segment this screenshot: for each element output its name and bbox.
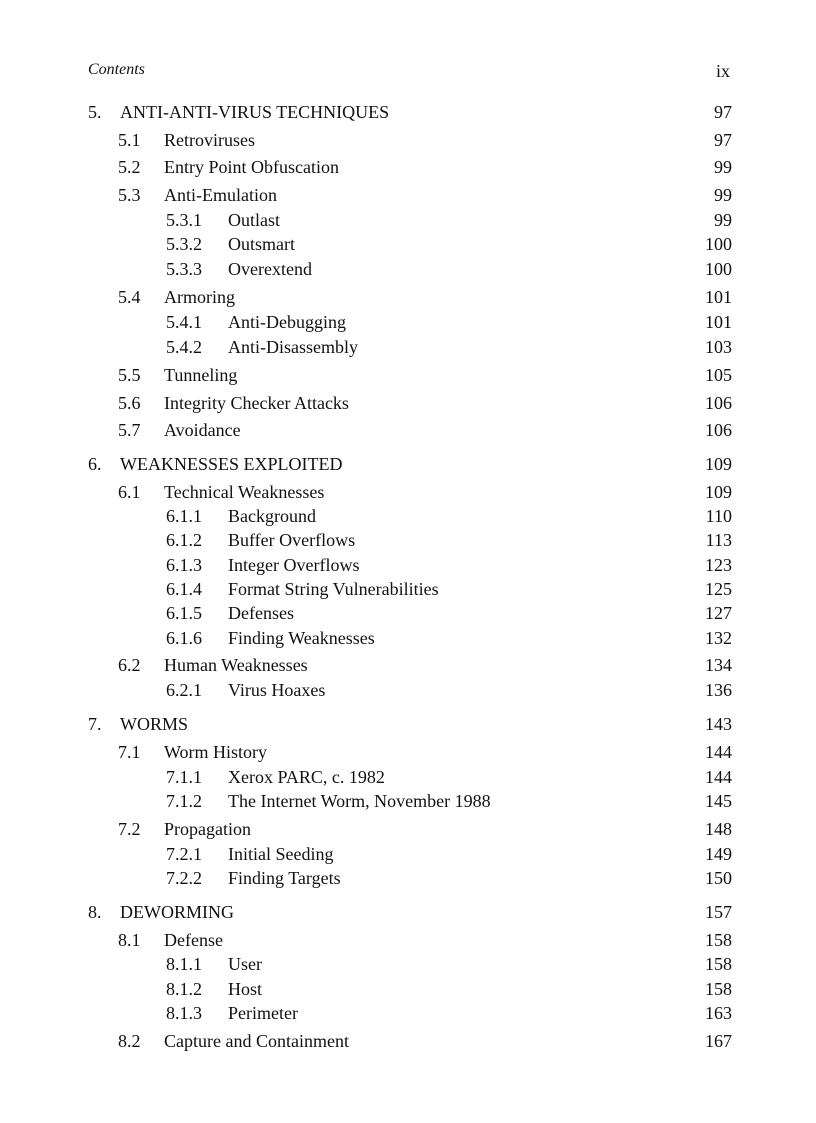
toc-entry-sub: [0, 952, 816, 976]
toc-entry-sub: [0, 977, 816, 1001]
toc-entry-page: 143: [705, 714, 732, 734]
toc-entry-title: Overextend: [228, 259, 312, 279]
toc-entry-number: 5.2: [118, 157, 141, 177]
toc-entry-title: Anti-Debugging: [228, 312, 346, 332]
toc-entry-page: 158: [705, 930, 732, 950]
toc-entry-sub: [0, 257, 816, 281]
toc-entry-number: 7.1.1: [166, 767, 202, 787]
toc-entry-page: 113: [705, 530, 732, 550]
toc-entry-number: 5.3.2: [166, 234, 202, 254]
toc-entry-page: 144: [705, 767, 732, 787]
toc-entry-number: 6.1: [118, 482, 141, 502]
toc-entry-sub: [0, 1001, 816, 1025]
toc-entry-page: 99: [714, 157, 732, 177]
toc-entry-title: Worm History: [164, 742, 268, 762]
toc-entry-title: Format String Vulnerabilities: [228, 579, 439, 599]
toc-entry-page: 150: [705, 868, 732, 888]
toc-entry-sub: [0, 528, 816, 552]
toc-entry-sec: [0, 740, 816, 764]
toc-entry-number: 5.7: [118, 420, 141, 440]
toc-entry-sub: [0, 626, 816, 650]
toc-entry-title: DEWORMING: [120, 902, 234, 922]
toc-entry-title: Perimeter: [228, 1003, 298, 1023]
toc-entry-sec: [0, 1029, 816, 1053]
toc-entry-sub: [0, 310, 816, 334]
toc-entry-title: Integrity Checker Attacks: [164, 393, 349, 413]
toc-entry-title: WEAKNESSES EXPLOITED: [120, 454, 343, 474]
toc-entry-sub: [0, 842, 816, 866]
toc-entry-page: 103: [705, 337, 732, 357]
toc-entry-title: Buffer Overflows: [228, 530, 356, 550]
toc-entry-number: 8.1: [118, 930, 141, 950]
toc-entry-sec: [0, 480, 816, 504]
toc-entry-number: 8.1.3: [166, 1003, 202, 1023]
toc-entry-page: 145: [705, 791, 732, 811]
toc-entry-number: 8.1.2: [166, 979, 202, 999]
toc-entry-sec: [0, 183, 816, 207]
toc-entry-title: Propagation: [164, 819, 251, 839]
toc-entry-page: 158: [705, 954, 732, 974]
toc-entry-number: 6.1.2: [166, 530, 202, 550]
toc-entry-title: WORMS: [120, 714, 189, 734]
toc-entry-title: Anti-Disassembly: [228, 337, 358, 357]
toc-entry-sec: [0, 817, 816, 841]
toc-entry-title: User: [228, 954, 262, 974]
toc-entry-title: Tunneling: [164, 365, 238, 385]
toc-entry-page: 132: [705, 628, 732, 648]
toc-entry-number: 5.4.2: [166, 337, 202, 357]
toc-entry-page: 167: [705, 1031, 732, 1051]
toc-entry-page: 100: [705, 259, 732, 279]
toc-entry-page: 106: [705, 393, 732, 413]
toc-entry-title: Xerox PARC, c. 1982: [228, 767, 385, 787]
toc-entry-number: 5.4.1: [166, 312, 202, 332]
toc-entry-number: 5.3.1: [166, 210, 202, 230]
toc-entry-title: Finding Weaknesses: [228, 628, 375, 648]
toc-entry-sub: [0, 553, 816, 577]
toc-entry-number: 6.1.3: [166, 555, 202, 575]
toc-entry-page: 136: [705, 680, 732, 700]
toc-entry-title: Anti-Emulation: [164, 185, 277, 205]
toc-entry-page: 106: [705, 420, 732, 440]
toc-entry-sub: [0, 789, 816, 813]
toc-entry-number: 6.2: [118, 655, 141, 675]
toc-entry-number: 6.: [88, 454, 102, 474]
toc-entry-title: Background: [228, 506, 316, 526]
toc-entry-page: 148: [705, 819, 732, 839]
toc-entry-sub: [0, 335, 816, 359]
toc-entry-sec: [0, 391, 816, 415]
toc-entry-chap: [0, 900, 816, 924]
toc-entry-number: 5.: [88, 102, 102, 122]
toc-entry-number: 5.1: [118, 130, 141, 150]
toc-entry-page: 144: [705, 742, 732, 762]
toc-entry-sub: [0, 866, 816, 890]
toc-entry-page: 109: [705, 454, 732, 474]
toc-entry-title: Initial Seeding: [228, 844, 334, 864]
header-page-number: ix: [715, 61, 730, 81]
toc-entry-page: 97: [714, 102, 732, 122]
toc-entry-chap: [0, 100, 816, 124]
toc-entry-title: Human Weaknesses: [164, 655, 308, 675]
toc-entry-title: Finding Targets: [228, 868, 341, 888]
toc-entry-number: 8.1.1: [166, 954, 202, 974]
toc-entry-page: 105: [705, 365, 732, 385]
toc-entry-number: 7.2.1: [166, 844, 202, 864]
toc-entry-number: 6.1.5: [166, 603, 202, 623]
toc-entry-sec: [0, 128, 816, 152]
toc-entry-title: Host: [228, 979, 263, 999]
toc-entry-page: 97: [714, 130, 732, 150]
toc-entry-title: The Internet Worm, November 1988: [228, 791, 491, 811]
toc-entry-sec: [0, 285, 816, 309]
toc-entry-chap: [0, 712, 816, 736]
toc-entry-sec: [0, 928, 816, 952]
toc-entry-number: 6.2.1: [166, 680, 202, 700]
toc-entry-sec: [0, 653, 816, 677]
toc-entry-title: Technical Weaknesses: [164, 482, 325, 502]
toc-entry-title: Defenses: [228, 603, 294, 623]
toc-entry-title: Defense: [164, 930, 223, 950]
toc-entry-page: 149: [705, 844, 732, 864]
toc-entry-title: Integer Overflows: [228, 555, 360, 575]
toc-entry-title: Outlast: [228, 210, 280, 230]
toc-entry-page: 101: [705, 312, 732, 332]
toc-entry-sub: [0, 765, 816, 789]
toc-entry-title: Virus Hoaxes: [228, 680, 326, 700]
toc-entry-page: 134: [705, 655, 732, 675]
toc-entry-sec: [0, 418, 816, 442]
toc-entry-page: 110: [705, 506, 732, 526]
toc-entry-sub: [0, 577, 816, 601]
toc-entry-number: 7.: [88, 714, 102, 734]
toc-entry-page: 163: [705, 1003, 732, 1023]
toc-entry-title: Capture and Containment: [164, 1031, 349, 1051]
toc-entry-number: 5.6: [118, 393, 141, 413]
toc-entry-title: Armoring: [164, 287, 235, 307]
toc-entry-number: 8.2: [118, 1031, 141, 1051]
toc-entry-number: 5.4: [118, 287, 141, 307]
toc-entry-page: 99: [714, 185, 732, 205]
toc-entry-page: 101: [705, 287, 732, 307]
toc-entry-page: 99: [714, 210, 732, 230]
toc-entry-number: 7.2: [118, 819, 141, 839]
toc-entry-title: ANTI-ANTI-VIRUS TECHNIQUES: [120, 102, 390, 122]
toc-entry-number: 5.3: [118, 185, 141, 205]
toc-entry-sec: [0, 363, 816, 387]
toc-entry-page: 123: [705, 555, 732, 575]
toc-entry-number: 5.3.3: [166, 259, 202, 279]
toc-entry-number: 6.1.6: [166, 628, 202, 648]
toc-entry-sub: [0, 208, 816, 232]
toc-entry-page: 157: [705, 902, 732, 922]
toc-entry-sub: [0, 601, 816, 625]
toc-entry-title: Avoidance: [164, 420, 241, 440]
toc-entry-page: 109: [705, 482, 732, 502]
toc-entry-page: 125: [705, 579, 732, 599]
toc-entry-number: 7.2.2: [166, 868, 202, 888]
toc-entry-sub: [0, 678, 816, 702]
toc-entry-title: Outsmart: [228, 234, 295, 254]
toc-entry-number: 7.1: [118, 742, 141, 762]
toc-entry-number: 5.5: [118, 365, 141, 385]
header-title: Contents: [88, 61, 145, 78]
toc-entry-sub: [0, 232, 816, 256]
toc-entry-number: 6.1.4: [166, 579, 202, 599]
toc-entry-sec: [0, 155, 816, 179]
toc-entry-title: Retroviruses: [164, 130, 255, 150]
toc-entry-number: 6.1.1: [166, 506, 202, 526]
toc-entry-chap: [0, 452, 816, 476]
toc-entry-title: Entry Point Obfuscation: [164, 157, 339, 177]
toc-entry-sub: [0, 504, 816, 528]
toc-entry-number: 7.1.2: [166, 791, 202, 811]
toc-entry-page: 100: [705, 234, 732, 254]
toc-entry-page: 127: [705, 603, 732, 623]
toc-entry-number: 8.: [88, 902, 102, 922]
toc-entry-page: 158: [705, 979, 732, 999]
